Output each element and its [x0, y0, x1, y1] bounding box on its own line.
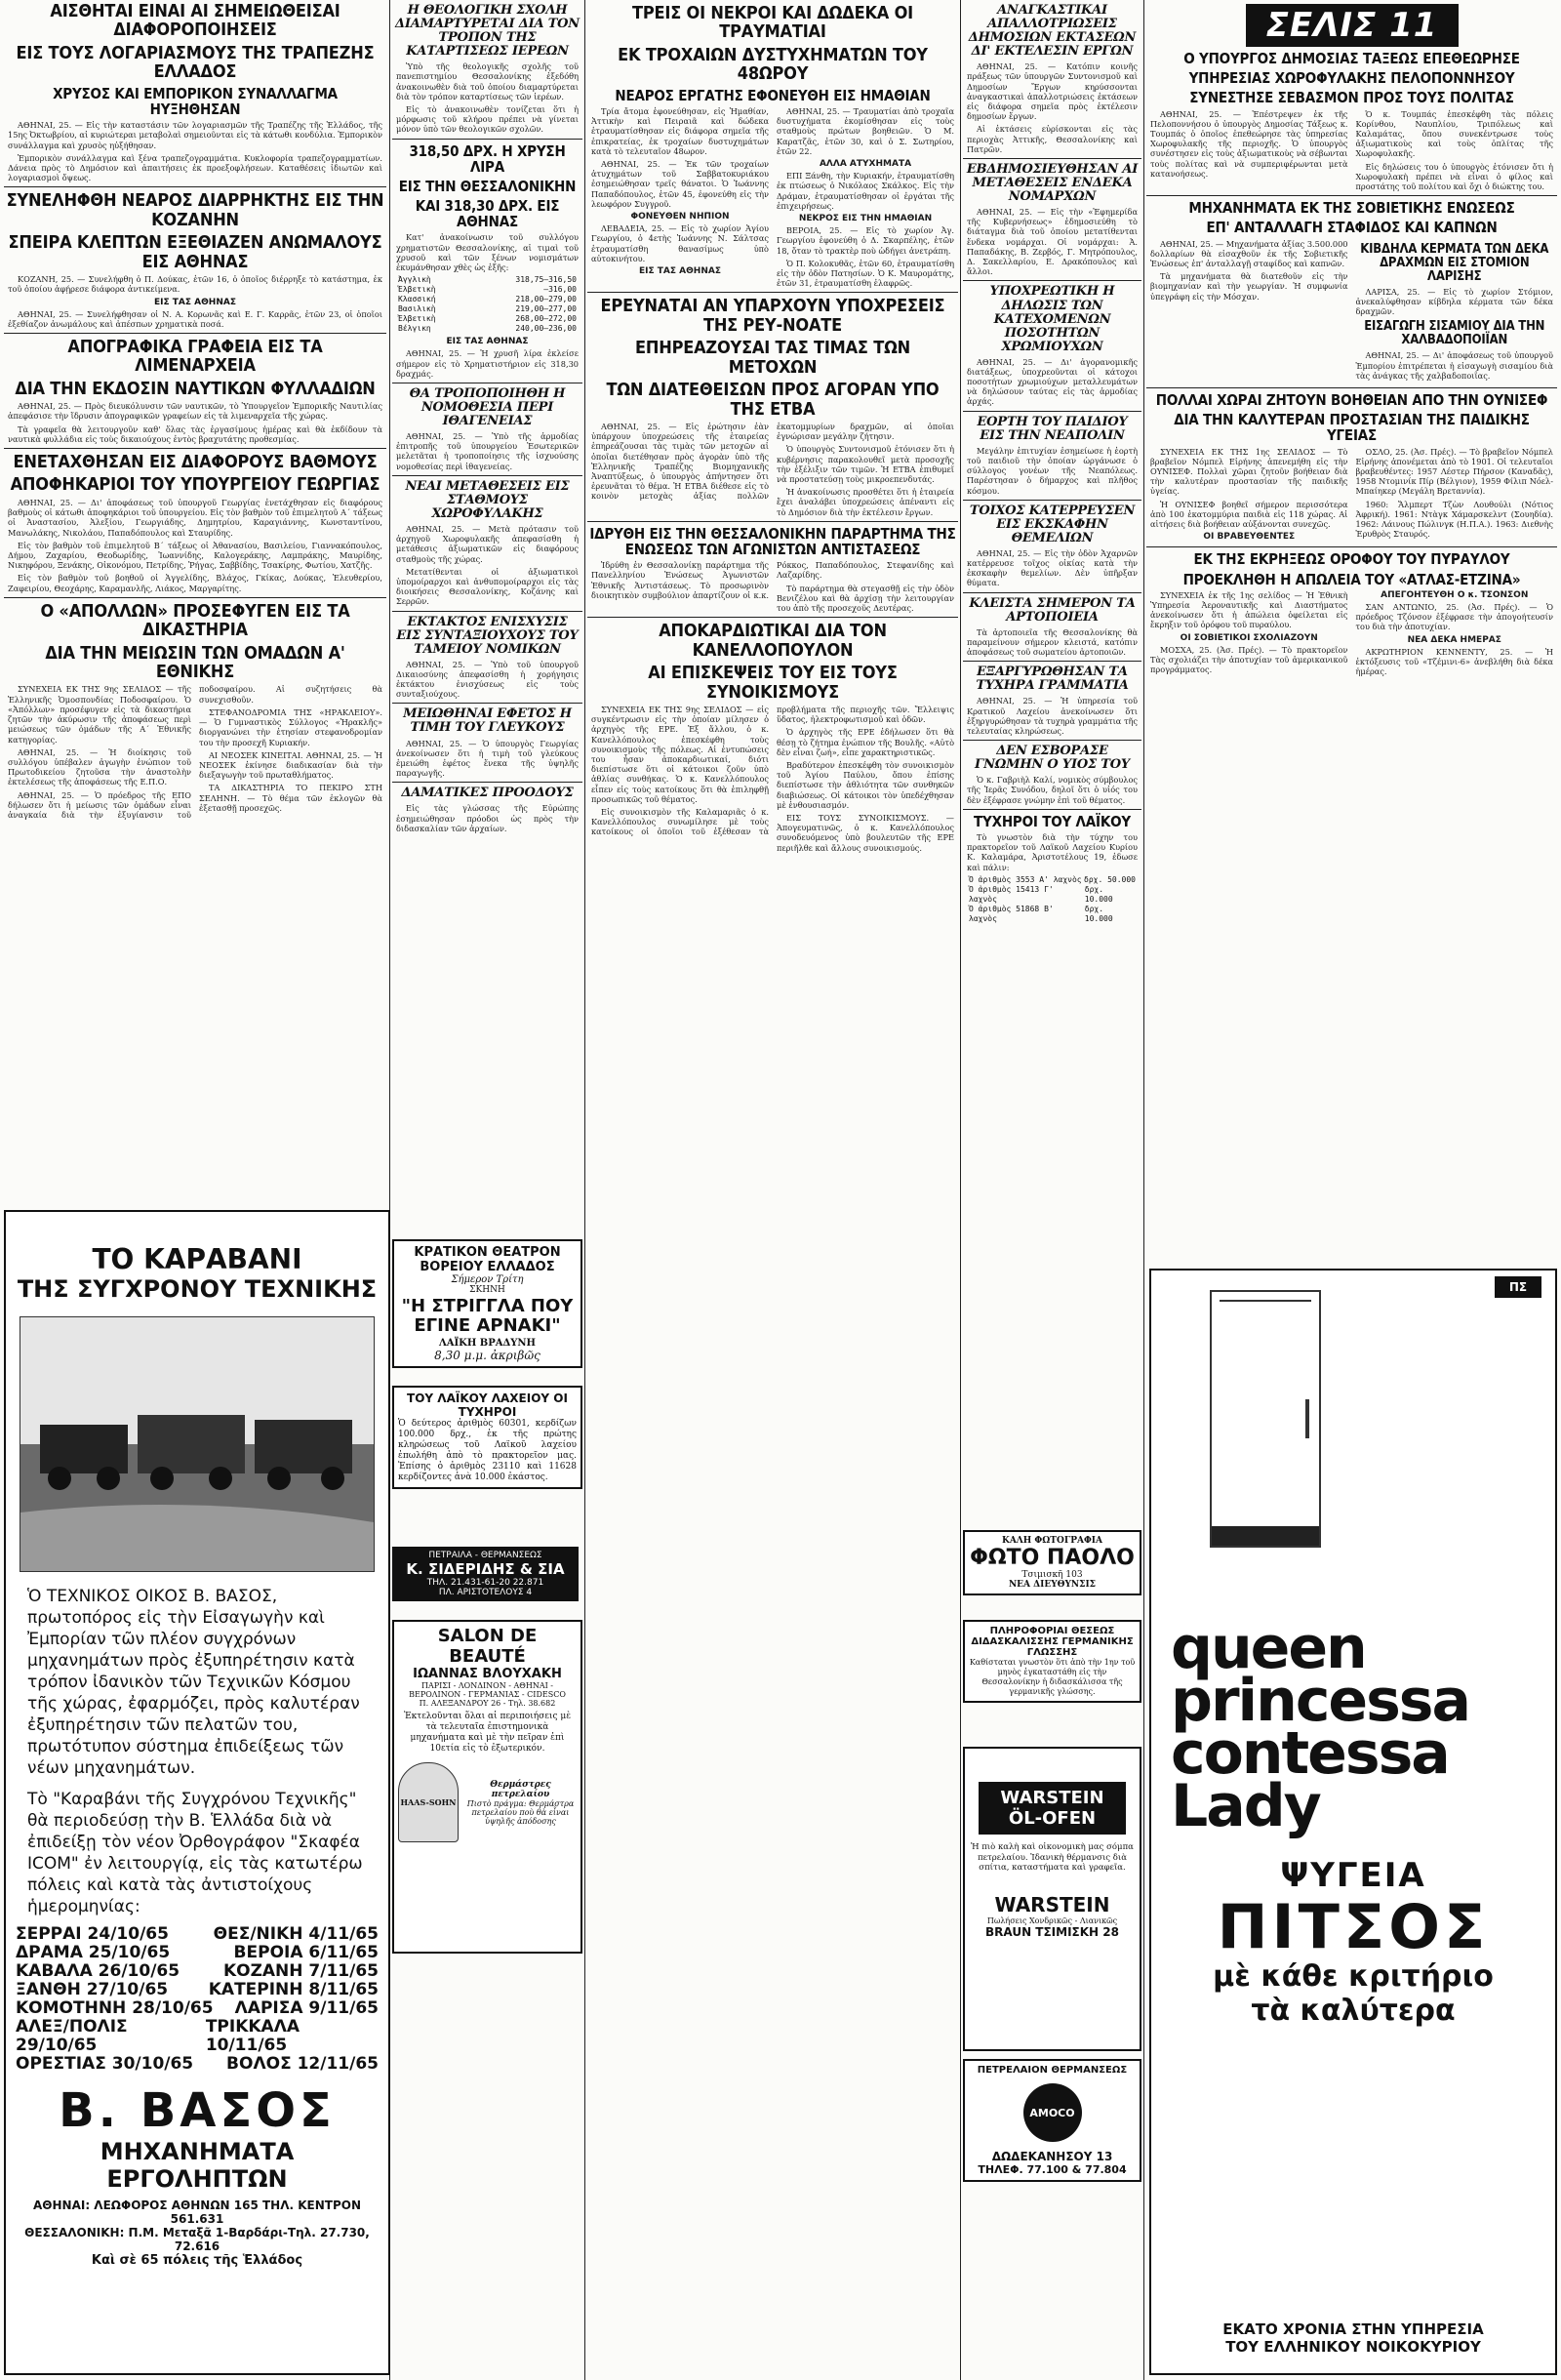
article-text: ΑΘΗΝΑΙ, 25. — Δι' ἀποφάσεως τοῦ ὑπουργοῦ Γεωργίας ἐνετάχθησαν εἰς διαφόρους βαθμοὺς οἱ κάτωθι ἀποφηκάριοι τοῦ ὑπουργείου. Εἰς τὸν βαθμὸν τοῦ ἐπιμελητοῦ Α΄ τάξεως οἱ Ἀναστασίου, Ἀλεξίου, Γεωργιάδης, Δημητρίου, Καραγιάννης, Κωνσταντίνου, Μανωλάκης, Νικολάου, Παπαδόπουλος καὶ Σταυρίδης. Εἰς τὸν βαθμὸν τοῦ ἐπιμελητοῦ Β΄ τάξεως οἱ Ἀθανασίου, Βασιλείου, Γιαννακόπουλος, Δήμου, Ζαχαρίου, Θεοδωρίδης, Ἰωαννίδης, Καλογεράκης, Λαμπράκης, Μαυρίδης, Νικηφόρου, Ξενάκης, Οἰκονόμου, Πετρίδης, Ῥήγας, Σαββίδης, Τσακίρης, Φωτίου, Χατζῆς. Εἰς τὸν βαθμὸν τοῦ βοηθοῦ οἱ Ἀγγελίδης, Βλάχος, Γκίκας, Δούκας, Ἐλευθερίου, Ζαφειρίου, Θεοχάρης, Καραμανλῆς, Λιάκος, Μαργαρίτης.	[8, 497, 382, 593]
schedule-row-cell: ΒΕΡΟΙΑ 6/11/65	[233, 1943, 379, 1962]
ad-address: BRAUN ΤΣΙΜΙΣΚΗ 28	[985, 1924, 1119, 1939]
lottery-row-cell: δρχ. 50.000	[1084, 874, 1136, 884]
section-subhead: ΑΛΛΑ ΑΤΥΧΗΜΑΤΑ	[819, 158, 912, 169]
rate-row	[398, 275, 577, 285]
ad-footer-line: ΤΟΥ ΕΛΛΗΝΙΚΟΥ ΝΟΙΚΟΚΥΡΙΟΥ	[1225, 2338, 1481, 2356]
ad-date: Σήμερον Τρίτη	[451, 1274, 524, 1285]
headline: Ο ΥΠΟΥΡΓΟΣ ΔΗΜΟΣΙΑΣ ΤΑΞΕΩΣ ΕΠΕΘΕΩΡΗΣΕ	[1183, 50, 1520, 67]
ad-photo-paolo	[963, 1530, 1141, 1595]
headline: ΑΝΑΓΚΑΣΤΙΚΑΙ ΑΠΑΛΛΟΤΡΙΩΣΕΙΣ ΔΗΜΟΣΙΩΝ ΕΚΤΑΣΕΩΝ ΔΙ' ΕΚΤΕΛΕΣΙΝ ΕΡΓΩΝ	[968, 3, 1137, 60]
article-text: ΣΥΝΕΧΕΙΑ ΕΚ ΤΗΣ 9ης ΣΕΛΙΔΟΣ — εἰς συγκέντρωσιν εἰς τὴν ὁποίαν μίλησεν ὁ ἀρχηγὸς τῆς ΕΡΕ. Ἐξ ἄλλου, ὁ κ. Κανελλόπουλος ἐπεσκέφθη τοὺς συνοικισμοὺς τῆς πόλεως. Αἱ ἐντυπώσεις του ἦσαν ἀποκαρδιωτικαί, διότι διεπίστωσε ὅτι οἱ κάτοικοι ζοῦν ὑπὸ ἀθλίας συνθήκας. Ὁ κ. Κανελλόπουλος εἶπεν εἰς τοὺς κατοίκους ὅτι θὰ ἐπιληφθῇ προσωπικῶς τοῦ θέματος. Εἰς συνοικισμὸν τῆς Καλαμαριᾶς ὁ κ. Κανελλόπουλος συνωμίλησε μὲ τοὺς κατοίκους οἱ ὁποῖοι τοῦ ἐξέθεσαν τὰ προβλήματα τῆς περιοχῆς τῶν. Ἔλλειψις ὕδατος, ἠλεκτροφωτισμοῦ καὶ ὁδῶν. Ὁ ἀρχηγὸς τῆς ΕΡΕ ἐδήλωσεν ὅτι θὰ θέσῃ τὸ ζήτημα ἐνώπιον τῆς Βουλῆς. «Αὐτὸ δὲν εἶναι ζωή», εἶπε χαρακτηριστικῶς. Βραδύτερον ἐπεσκέφθη τὸν συνοικισμὸν τοῦ Ἁγίου Παύλου, ὅπου ἐπίσης διεπίστωσε τὴν ἀθλιότητα τῶν συνθηκῶν διαβιώσεως. Οἱ κάτοικοι τὸν ὑπεδέχθησαν μὲ ἐνθουσιασμόν. ΕΙΣ ΤΟΥΣ ΣΥΝΟΙΚΙΣΜΟΥΣ. — Ἀπογευματινῶς, ὁ κ. Κανελλόπουλος συνοδευόμενος ὑπὸ βουλευτῶν τῆς ΕΡΕ περιῆλθε καὶ ἄλλους συνοικισμούς.	[591, 704, 954, 853]
page-masthead: ΣΕΛΙΣ 11	[1246, 4, 1459, 47]
amoco-logo: AMOCO	[1023, 2083, 1082, 2142]
rate-row	[398, 314, 577, 324]
ad-brand-sub: ΜΗΧΑΝΗΜΑΤΑ ΕΡΓΟΛΗΠΤΩΝ	[100, 2138, 295, 2193]
headline: ΕΝΕΤΑΧΘΗΣΑΝ ΕΙΣ ΔΙΑΦΟΡΟΥΣ ΒΑΘΜΟΥΣ	[13, 452, 378, 473]
ad-label: Θερμάστρες πετρελαίου	[490, 1779, 551, 1799]
rate-row	[398, 324, 577, 334]
headline: ΑΙΣΘΗΤΑΙ ΕΙΝΑΙ ΑΙ ΣΗΜΕΙΩΘΕΙΣΑΙ ΔΙΑΦΟΡΟΠΟΙΗΣΕΙΣ	[50, 1, 340, 41]
schedule-row-cell: ΑΛΕΞ/ΠΟΛΙΣ 29/10/65	[16, 2017, 128, 2055]
headline: ΥΠΟΧΡΕΩΤΙΚΗ Η ΔΗΛΩΣΙΣ ΤΩΝ ΚΑΤΕΧΟΜΕΝΩΝ ΠΟΣΟΤΗΤΩΝ ΧΡΩΜΙΟΥΧΩΝ	[989, 284, 1115, 354]
ad-title: ΤΟ ΚΑΡΑΒΑΝΙ	[92, 1243, 302, 1275]
rate-row	[398, 304, 577, 314]
headline: ΕΚΤΑΚΤΟΣ ΕΝΙΣΧΥΣΙΣ ΕΙΣ ΣΥΝΤΑΞΙΟΥΧΟΥΣ ΤΟΥ ΤΑΜΕΙΟΥ ΝΟΜΙΚΩΝ	[396, 614, 579, 657]
ad-product: ΨΥΓΕΙΑ	[1280, 1856, 1426, 1895]
article-text: ΑΘΗΝΑΙ, 25. — Ὁ ὑπουργὸς Γεωργίας ἀνεκοίνωσεν ὅτι ἡ τιμὴ τοῦ γλεύκους ἐμειώθη ἐφέτος ἕνεκα τῆς ὑψηλῆς παραγωγῆς.	[396, 738, 579, 779]
ad-line: ΚΑΛΗ ΦΩΤΟΓΡΑΦΙΑ	[1002, 1536, 1102, 1546]
ad-address: Π. ΑΛΕΞΑΝΔΡΟΥ 26 - Τηλ. 38.682	[419, 1699, 556, 1708]
headline: ΔΙΑ ΤΗΝ ΜΕΙΩΣΙΝ ΤΩΝ ΟΜΑΔΩΝ Α' ΕΘΝΙΚΗΣ	[45, 642, 345, 683]
headline: ΕΙΣΑΓΩΓΗ ΣΙΣΑΜΙΟΥ ΔΙΑ ΤΗΝ ΧΑΛΒΑΔΟΠΟΙΪΑΝ	[1364, 319, 1545, 348]
schedule-row-cell: ΘΕΣ/ΝΙΚΗ 4/11/65	[213, 1924, 379, 1944]
ad-brand: ΠΙΤΣΟΣ	[1217, 1891, 1490, 1962]
ad-title: ΤΗΣ ΣΥΓΧΡΟΝΟΥ ΤΕΧΝΙΚΗΣ	[17, 1275, 378, 1303]
article-text: Τὰ ἀρτοποιεῖα τῆς Θεσσαλονίκης θὰ παραμείνουν σήμερον κλειστά, κατόπιν ἀποφάσεως τοῦ σωματείου ἀρτοποιῶν.	[967, 626, 1138, 658]
rate-row	[398, 285, 577, 295]
ad-model-names	[1171, 1614, 1469, 1840]
headline: ΔΙΑ ΤΗΝ ΚΑΛΥΤΕΡΑΝ ΠΡΟΣΤΑΣΙΑΝ ΤΗΣ ΠΑΙΔΙΚΗΣ ΥΓΕΙΑΣ	[1174, 411, 1530, 445]
schedule-row-cell: ΔΡΑΜΑ 25/10/65	[16, 1943, 171, 1962]
article-text: ΑΘΗΝΑΙ, 25. — Ὑπὸ τοῦ ὑπουργοῦ Δικαιοσύνης ἀπεφασίσθη ἡ χορήγησις ἐκτάκτου ἐνισχύσεως εἰς τοὺς συνταξιούχους.	[396, 659, 579, 700]
rate-row-cell: Ἐλβετικὴ	[398, 314, 436, 324]
article-text: ΑΘΗΝΑΙ, 25. — Δι' ἀποφάσεως τοῦ ὑπουργοῦ Ἐμπορίου ἐπιτρέπεται ἡ εἰσαγωγὴ σισαμίου διὰ τὰς ἀνάγκας τῆς χαλβαδοποιΐας.	[1355, 350, 1553, 381]
column-rule	[960, 0, 961, 2380]
lottery-row-cell: δρχ. 10.000	[1084, 884, 1113, 904]
rate-row-cell: 268,00—272,00	[515, 314, 577, 324]
headline: ΠΡΟΕΚΛΗΘΗ Η ΑΠΩΛΕΙΑ ΤΟΥ «ΑΤΛΑΣ-ΕΤΖΙΝΑ»	[1182, 570, 1521, 588]
article-text: ΣΥΝΕΧΕΙΑ ἐκ τῆς 1ης σελίδος — Ἡ Ἐθνικὴ Ὑπηρεσία Ἀεροναυτικῆς καὶ Διαστήματος ἀνεκοίνωσεν ὅτι ἡ ἀπώλεια ὀφείλεται εἰς ἔκρηξιν τοῦ ὀρόφου τοῦ πυραύλου. ΟΙ ΣΟΒΙΕΤΙΚΟΙ ΣΧΟΛΙΑΖΟΥΝ ΜΟΣΧΑ, 25. (Ἀσ. Πρές). — Τὸ πρακτορεῖον Τὰς σχολιάζει τὴν ἀποτυχίαν τοῦ ἀμερικανικοῦ προγράμματος. ΑΠΕΓΟΗΤΕΥΘΗ Ο κ. ΤΣΟΝΣΟΝ ΣΑΝ ΑΝΤΩΝΙΟ, 25. (Ἀσ. Πρές). — Ὁ πρόεδρος Τζόνσον ἐξέφρασε τὴν ἀπογοήτευσίν του διὰ τὴν ἀποτυχίαν. ΝΕΑ ΔΕΚΑ ΗΜΕΡΑΣ ΑΚΡΩΤΗΡΙΟΝ ΚΕΝΝΕΝΤΥ, 25. — Ἡ ἐκτόξευσις τοῦ «Τζέμινι-6» ἀνεβλήθη διὰ δέκα ἡμέρας.	[1150, 589, 1553, 677]
rate-row-cell: Βασιλικὴ	[398, 304, 436, 314]
schedule-row-cell: ΚΟΖΑΝΗ 7/11/65	[222, 1961, 379, 1981]
headline: ΚΛΕΙΣΤΑ ΣΗΜΕΡΟΝ ΤΑ ΑΡΤΟΠΟΙΕΙΑ	[969, 595, 1136, 625]
headline: ΘΑ ΤΡΟΠΟΠΟΙΗΘΗ Η ΝΟΜΟΘΕΣΙΑ ΠΕΡΙ ΙΘΑΓΕΝΕΙΑΣ	[409, 385, 566, 428]
article-text: ΑΘΗΝΑΙ, 25. — Κατόπιν κοινῆς πράξεως τῶν ὑπουργῶν Συντονισμοῦ καὶ Δημοσίων Ἔργων κηρύσσονται ἀναγκαστικαὶ ἀπαλλοτριώσεις ἐκτάσεων εἰς διάφορα σημεῖα πρὸς ἐκτέλεσιν δημοσίων ἔργων. Αἱ ἐκτάσεις εὑρίσκονται εἰς τὰς περιοχὰς Ἀττικῆς, Θεσσαλονίκης καὶ Πατρῶν.	[967, 61, 1138, 154]
headline: ΜΗΧΑΝΗΜΑΤΑ ΕΚ ΤΗΣ ΣΟΒΙΕΤΙΚΗΣ ΕΝΩΣΕΩΣ	[1188, 199, 1515, 218]
headline: ΑΠΟΚΑΡΔΙΩΤΙΚΑΙ ΔΙΑ ΤΟΝ ΚΑΝΕΛΛΟΠΟΥΛΟΝ	[659, 621, 887, 661]
headline: ΤΩΝ ΔΙΑΤΕΘΕΙΣΩΝ ΠΡΟΣ ΑΓΟΡΑΝ ΥΠΟ ΤΗΣ ΕΤΒΑ	[606, 380, 940, 420]
article-text: Ὁ κ. Γαβριὴλ Καλί, νομικὸς σύμβουλος τῆς Ἱερᾶς Συνόδου, δηλοῖ ὅτι ὁ υἱός του δὲν ἐξέφρασε γνώμην ἐπὶ τοῦ θέματος.	[967, 775, 1138, 805]
ad-stage: ΣΚΗΝΗ	[469, 1285, 505, 1295]
rate-row-cell: 219,00—277,00	[515, 304, 577, 314]
article-text: ΑΘΗΝΑΙ, 25. — Μηχανήματα ἀξίας 3.500.000 δολλαρίων θὰ εἰσαχθοῦν ἐκ τῆς Σοβιετικῆς Ἑνώσεως ἐπ' ἀνταλλαγῇ σταφίδος καὶ καπνῶν. Τὰ μηχανήματα θὰ διατεθοῦν εἰς τὴν βιομηχανίαν καὶ τὴν γεωργίαν. Ἡ συμφωνία ὑπεγράφη εἰς τὴν Μόσχαν.	[1150, 238, 1348, 302]
schedule-row-cell: ΚΟΜΟΤΗΝΗ 28/10/65	[16, 1998, 214, 2018]
article-text: ΣΥΝΕΧΕΙΑ ΕΚ ΤΗΣ 9ης ΣΕΛΙΔΟΣ — τῆς Ἑλληνικῆς Ὁμοσπονδίας Ποδοσφαίρου. Ὁ «Ἀπόλλων» προσέφυγεν εἰς τὰ δικαστήρια ζητῶν τὴν ἀκύρωσιν τῆς ἀποφάσεως περὶ μειώσεως τῶν ὁμάδων τῆς Α΄ Ἐθνικῆς κατηγορίας. ΑΘΗΝΑΙ, 25. — Ἡ διοίκησις τοῦ συλλόγου ὑπέβαλεν ἀγωγὴν ἐνώπιον τοῦ Πρωτοδικείου ζητοῦσα τὴν ἀναστολὴν ἐκτελέσεως τῆς ἀποφάσεως τῆς Ε.Π.Ο. ΑΘΗΝΑΙ, 25. — Ὁ πρόεδρος τῆς ΕΠΟ δήλωσεν ὅτι ἡ μείωσις τῶν ὁμάδων εἶναι ἀναγκαία διὰ τὴν ἐξυγίανσιν τοῦ ποδοσφαίρου. Αἱ συζητήσεις θὰ συνεχισθοῦν. ΣΤΕΦΑΝΟΔΡΟΜΙΑ ΤΗΣ «ΗΡΑΚΛΕΙΟΥ». — Ὁ Γυμναστικὸς Σύλλογος «Ἡρακλῆς» διοργανώνει τὴν ἐτησίαν στεφανοδρομίαν του τὴν προσεχῆ Κυριακήν. ΑΙ ΝΕΟΣΕΚ ΚΙΝΕΙΤΑΙ. ΑΘΗΝΑΙ, 25. — Ἡ ΝΕΟΣΕΚ ἐκίνησε διαδικασίαν διὰ τὴν διεξαγωγὴν τοῦ πρωταθλήματος. ΤΑ ΔΙΚΑΣΤΗΡΙΑ ΤΟ ΠΕΚΙΡΟ ΣΤΗ ΣΕΛΗΝΗ. — Τὸ θέμα τῶν ἐκλογῶν θὰ ἐξετασθῇ προσεχῶς.	[8, 684, 382, 820]
ad-body: Ἐκτελοῦνται ὅλαι αἱ περιποιήσεις μὲ τὰ τελευταῖα ἐπιστημονικὰ μηχανήματα καὶ μὲ τὴν πεῖραν ἐπὶ 10ετία εἰς τὸ ἐξωτερικόν.	[403, 1712, 572, 1754]
ad-note: ΝΕΑ ΔΙΕΥΘΥΝΣΙΣ	[1008, 1580, 1097, 1590]
fridge-illustration	[1210, 1290, 1321, 1548]
article-text: Μεγάλην ἐπιτυχίαν ἐσημείωσε ἡ ἑορτὴ τοῦ παιδιοῦ τὴν ὁποίαν ὠργάνωσε ὁ σύλλογος γονέων τῆς Νεαπόλεως. Παρέστησαν ὁ δήμαρχος καὶ πλῆθος κόσμου.	[967, 445, 1138, 496]
article-text: Κατ' ἀνακοίνωσιν τοῦ συλλόγου χρηματιστῶν Θεσσαλονίκης, αἱ τιμαὶ τοῦ χρυσοῦ καὶ τῶν ξένων νομισμάτων ἐκυμάνθησαν χθὲς ὡς ἑξῆς:	[396, 232, 579, 273]
schedule-row	[16, 1944, 379, 1962]
headline: ΕΠΗΡΕΑΖΟΥΣΑΙ ΤΑΣ ΤΙΜΑΣ ΤΩΝ ΜΕΤΟΧΩΝ	[635, 338, 910, 378]
haas-logo: HAAS-SOHN	[398, 1762, 459, 1842]
ad-brand: Β. ΒΑΣΟΣ	[59, 2083, 336, 2138]
article-text: ΑΘΗΝΑΙ, 25. — Εἰς τὴν καταστάσιν τῶν λογαριασμῶν τῆς Τραπέζης τῆς Ἑλλάδος, τῆς 15ης Ὀκτωβρίου, αἱ κυριώτεραι μεταβολαὶ σημειοῦνται εἰς τὰ κάτωθι κονδύλια. Ἐμπορικὸν συνάλλαγμα καὶ χρυσὸς ηὐξήθησαν. Ἐμπορικὸν συνάλλαγμα καὶ ξένα τραπεζογραμμάτια. Κυκλοφορία τραπεζογραμματίων. Δάνεια πρὸς τὸ Δημόσιον καὶ ἀπαιτήσεις ἐκ προεξοφλήσεων. Καταθέσεις ἰδιωτῶν καὶ λογαριασμοὶ ὄψεως.	[8, 120, 382, 183]
article-text: ΑΘΗΝΑΙ, 25. — Συνελήφθησαν οἱ Ν. Α. Κορωνᾶς καὶ Ε. Γ. Καρρᾶς, ἐτῶν 23, οἱ ὁποῖοι ἐξεθίαζον ἀνωμάλους καὶ ἀπέσπων χρηματικὰ ποσά.	[8, 308, 382, 329]
ad-line: ΠΕΤΡΕΛΑΙΟΝ ΘΕΡΜΑΝΣΕΩΣ	[977, 2065, 1128, 2076]
schedule-row-cell: ΣΕΡΡΑΙ 24/10/65	[16, 1924, 169, 1944]
headline: ΣΠΕΙΡΑ ΚΛΕΠΤΩΝ ΕΞΕΘΙΑΖΕΝ ΑΝΩΜΑΛΟΥΣ ΕΙΣ ΑΘΗΝΑΣ	[8, 232, 382, 272]
headline: ΔΕΝ ΕΣΒΟΡΑΣΕ ΓΝΩΜΗΝ Ο ΥΙΟΣ ΤΟΥ	[975, 744, 1130, 773]
headline: ΤΡΕΙΣ ΟΙ ΝΕΚΡΟΙ ΚΑΙ ΔΩΔΕΚΑ ΟΙ ΤΡΑΥΜΑΤΙΑΙ	[632, 3, 913, 43]
ad-title: SALON DE BEAUTÉ	[437, 1626, 538, 1667]
ad-slogan: μὲ κάθε κριτήριο	[1213, 1959, 1494, 1994]
ad-title: ΚΡΑΤΙΚΟΝ ΘΕΑΤΡΟΝ ΒΟΡΕΙΟΥ ΕΛΛΑΔΟΣ	[414, 1245, 561, 1274]
headline: ΕΟΡΤΗ ΤΟΥ ΠΑΙΔΙΟΥ ΕΙΣ ΤΗΝ ΝΕΑΠΟΛΙΝ	[977, 414, 1128, 443]
headline: ΕΙΣ ΤΗΝ ΘΕΣΣΑΛΟΝΙΚΗΝ	[398, 177, 577, 195]
section-subhead: ΕΙΣ ΤΑΣ ΑΘΗΝΑΣ	[639, 265, 721, 276]
column-2	[392, 0, 582, 2380]
ad-address: Τσιμισκῆ 103	[1021, 1570, 1083, 1580]
article-text: ΑΘΗΝΑΙ, 25. — Εἰς τὴν «Ἐφημερίδα τῆς Κυβερνήσεως» ἐδημοσιεύθη τὸ διάταγμα διὰ τοῦ ὁποίου μετατίθενται ἕνδεκα νομάρχαι. Οἱ νομάρχαι: Ἀ. Παπαδάκης, Β. Ζερβός, Γ. Μητρόπουλος, Δ. Σακελλαρίου, Ε. Δρακόπουλος καὶ ἄλλοι.	[967, 207, 1138, 277]
ad-body: Ὁ ΤΕΧΝΙΚΟΣ ΟΙΚΟΣ Β. ΒΑΣΟΣ, πρωτοπόρος εἰς τὴν Εἰσαγωγὴν καὶ Ἐμπορίαν τῶν πλέον συγχρόνων μηχανημάτων πρὸς ἐξυπηρέτησιν κατὰ τρόπον ἰδανικὸν τῶν Τεχνικῶν Κόσμου τῆς χώρας, ἐφαρμόζει, πρὸς καλυτέραν ἐξυπηρέτησιν τῶν πελατῶν του, πρωτότυπον σύστημα ἐπιδείξεως τῶν νέων μηχανημάτων.	[27, 1587, 360, 1778]
schedule-row	[16, 1962, 379, 1981]
ad-body: Τὸ "Καραβάνι τῆς Συγχρόνου Τεχνικῆς" θὰ περιοδεύσῃ τὴν Β. Ἑλλάδα διὰ νὰ ἐπιδείξῃ τὸν νέον Ὀρθογράφον "Σκαφέα ICOM" ἐν λειτουργίᾳ, εἰς τὰς κατωτέρω πόλεις καὶ κατὰ τὰς ἀντιστοίχους ἡμερομηνίας:	[27, 1790, 363, 1916]
subheadline: ΧΡΥΣΟΣ ΚΑΙ ΕΜΠΟΡΙΚΟΝ ΣΥΝΑΛΛΑΓΜΑ ΗΥΞΗΘΗΣΑΝ	[53, 84, 338, 118]
article-text: Ὑπὸ τῆς θεολογικῆς σχολῆς τοῦ πανεπιστημίου Θεσσαλονίκης ἐξεδόθη ἀνακοινωθὲν διὰ τοῦ ὁποίου διαμαρτύρεται διὰ τὸν τρόπον καταρτίσεως τῶν ἱερέων. Εἰς τὸ ἀνακοινωθὲν τονίζεται ὅτι ἡ μόρφωσις τοῦ κλήρου πρέπει νὰ γίνεται μόνον ὑπὸ τῶν θεολογικῶν σχολῶν.	[396, 61, 579, 135]
article-text: ΑΘΗΝΑΙ, 25. — Δι' ἀγορανομικῆς διατάξεως, ὑποχρεοῦνται οἱ κάτοχοι ποσοτήτων χρωμιούχων μεταλλευμάτων νὰ δηλώσουν ταύτας εἰς τὰς ἁρμοδίας ἀρχάς.	[967, 356, 1138, 407]
ad-lottery	[392, 1386, 582, 1489]
ad-slogan: τὰ καλύτερα	[1251, 1994, 1456, 2028]
section-subhead: ΑΠΕΓΟΗΤΕΥΘΗ Ο κ. ΤΣΟΝΣΟΝ	[1381, 589, 1529, 600]
schedule-row	[16, 1981, 379, 1999]
rate-row-cell: 318,75—316,50	[515, 275, 577, 285]
headline: ΣΥΝΕΛΗΦΘΗ ΝΕΑΡΟΣ ΔΙΑΡΡΗΚΤΗΣ ΕΙΣ ΤΗΝ ΚΟΖΑΝΗΝ	[6, 190, 384, 230]
ad-title: ΠΛΗΡΟΦΟΡΙΑΙ ΘΕΣΕΩΣ ΔΙΔΑΣΚΑΛΙΣΣΗΣ ΓΕΡΜΑΝΙΚΗΣ ΓΛΩΣΣΗΣ	[971, 1626, 1134, 1658]
article-text: ΑΘΗΝΑΙ, 25. — Μετὰ πρότασιν τοῦ ἀρχηγοῦ Χωροφυλακῆς ἀπεφασίσθη ἡ μετάθεσις ἀξιωματικῶν εἰς διαφόρους σταθμοὺς τῆς χώρας. Μετατίθενται οἱ ἀξιωματικοὶ ὑπομοίραρχοι καὶ ἀνθυπομοίραρχοι εἰς τὰς διοικήσεις Θεσσαλονίκης, Κοζάνης καὶ Σερρῶν.	[396, 523, 579, 607]
model-name: contessa	[1171, 1719, 1449, 1788]
ad-title: ΤΟΥ ΛΑΪΚΟΥ ΛΑΧΕΙΟΥ ΟΙ ΤΥΧΗΡΟΙ	[407, 1392, 568, 1419]
rate-row-cell: Βέλγικη	[398, 324, 431, 334]
ad-body: Πιστὸ πράγμα: Θερμάστρα πετρελαίου ποὺ θὰ εἶναι ὑψηλῆς ἀπόδοσης	[466, 1798, 575, 1826]
column-rule	[584, 0, 585, 2380]
ad-amoco	[963, 2059, 1141, 2182]
headline: ΚΑΙ 318,30 ΔΡΧ. ΕΙΣ ΑΘΗΝΑΣ	[415, 197, 560, 231]
article-text: ΛΑΡΙΣΑ, 25. — Εἰς τὸ χωρίον Στόμιον, ἀνεκαλύφθησαν κίβδηλα κέρματα τῶν δέκα δραχμῶν.	[1355, 286, 1553, 317]
schedule-row-cell: ΤΡΙΚΚΑΛΑ 10/11/65	[205, 2017, 300, 2055]
schedule-row-cell: ΛΑΡΙΣΑ 9/11/65	[234, 1998, 379, 2018]
headline: ΕΡΕΥΝΑΤΑΙ ΑΝ ΥΠΑΡΧΟΥΝ ΥΠΟΧΡΕΣΕΙΣ ΤΗΣ ΡΕΥ-ΝΟΑΤΕ	[600, 296, 945, 336]
headline: ΙΔΡΥΘΗ ΕΙΣ ΤΗΝ ΘΕΣΣΑΛΟΝΙΚΗΝ ΠΑΡΑΡΤΗΜΑ ΤΗΣ ΕΝΩΣΕΩΣ ΤΩΝ ΑΓΩΝΙΣΤΩΝ ΑΝΤΙΣΤΑΣΕΩΣ	[589, 524, 956, 559]
ad-line: ΤΗΛ. 21.431-61-20 22.871	[426, 1578, 544, 1588]
ad-play-title: "Η ΣΤΡΙΓΓΛΑ ΠΟΥ ΕΓΙΝΕ ΑΡΝΑΚΙ"	[401, 1296, 574, 1336]
model-name: princessa	[1171, 1667, 1469, 1735]
ad-theater	[392, 1239, 582, 1368]
schedule-row-cell: ΟΡΕΣΤΙΑΣ 30/10/65	[16, 2054, 194, 2074]
ad-phone: ΤΗΛΕΦ. 77.100 & 77.804	[978, 2163, 1127, 2176]
headline: 318,50 ΔΡΧ. Η ΧΡΥΣΗ ΛΙΡΑ	[409, 141, 566, 176]
headline: ΑΠΟΓΡΑΦΙΚΑ ΓΡΑΦΕΙΑ ΕΙΣ ΤΑ ΛΙΜΕΝΑΡΧΕΙΑ	[67, 336, 323, 377]
ad-brand: WARSTEIN	[1000, 1788, 1104, 1808]
lottery-row-cell: Ὁ ἀριθμὸς 51868 Β' λαχνὸς	[969, 904, 1054, 923]
rate-row	[398, 295, 577, 304]
headline: ΠΟΛΛΑΙ ΧΩΡΑΙ ΖΗΤΟΥΝ ΒΟΗΘΕΙΑΝ ΑΠΟ ΤΗΝ ΟΥΝΙΣΕΦ	[1155, 390, 1548, 409]
headline: ΕΞΑΡΓΥΡΩΘΗΣΑΝ ΤΑ ΤΥΧΗΡΑ ΓΡΑΜΜΑΤΙΑ	[976, 665, 1129, 694]
headline: ΤΥΧΗΡΟΙ ΤΟΥ ΛΑΪΚΟΥ	[974, 812, 1131, 830]
subheadline: ΝΕΑΡΟΣ ΕΡΓΑΤΗΣ ΕΦΟΝΕΥΘΗ ΕΙΣ ΗΜΑΘΙΑΝ	[615, 86, 931, 104]
article-text: Τρία ἄτομα ἐφονεύθησαν, εἰς Ἡμαθίαν, Ἀττικὴν καὶ Πειραιᾶ καὶ δώδεκα ἐτραυματίσθησαν εἰς διάφορα σημεῖα τῆς ἐπικρατείας, ἐκ τροχαίων δυστυχημάτων κατὰ τὸ τελευταῖον 48ωρον. ΑΘΗΝΑΙ, 25. — Ἐκ τῶν τροχαίων ἀτυχημάτων τοῦ Σαββατοκυριάκου ἐσημειώθησαν τρεῖς θάνατοι. Ὁ Ἰωάννης Παπαδόπουλος, ἐτῶν 45, ἐφονεύθη εἰς τὴν λεωφόρον Συγγροῦ. ΦΟΝΕΥΘΕΝ ΝΗΠΙΟΝ ΛΕΒΑΔΕΙΑ, 25. — Εἰς τὸ χωρίον Ἀγίου Γεωργίου, ὁ 4ετὴς Ἰωάννης Ν. Σάλτσας ἐτραυματίσθη θανασίμως ὑπὸ αὐτοκινήτου. ΕΙΣ ΤΑΣ ΑΘΗΝΑΣ ΑΘΗΝΑΙ, 25. — Τραυματίαι ἀπὸ τροχαῖα δυστυχήματα ἐκομίσθησαν εἰς τοὺς σταθμοὺς πρώτων βοηθειῶν. Ὁ Μ. Καρατζᾶς, ἐτῶν 30, καὶ ὁ Σ. Σωτηρίου, ἐτῶν 22. ΑΛΛΑ ΑΤΥΧΗΜΑΤΑ ΕΠΙ Ξάνθη, τὴν Κυριακήν, ἐτραυματίσθη ἐκ πτώσεως ὁ Νικόλαος Σκάλκος. Εἰς τὴν Δράμαν, ἐτραυματίσθησαν οἱ ἐργάται τῆς ἐπιχειρήσεως. ΝΕΚΡΟΣ ΕΙΣ ΤΗΝ ΗΜΑΘΙΑΝ ΒΕΡΟΙΑ, 25. — Εἰς τὸ χωρίον Ἀγ. Γεωργίου ἐφονεύθη ὁ Δ. Σκαρπέλης, ἐτῶν 18, ὅταν τὸ τρακτὲρ ποὺ ὡδήγει ἀνετράπη. Ὁ Π. Κολοκυθᾶς, ἐτῶν 60, ἐτραυματίσθη εἰς τὴν ὁδὸν Πατησίων. Ὁ Κ. Μαυρομάτης, ἐτῶν 31, ἐτραυματίσθη ἐλαφρῶς.	[591, 105, 954, 289]
model-name: Lady	[1171, 1772, 1320, 1840]
headline: ΕΠ' ΑΝΤΑΛΛΑΓΗ ΣΤΑΦΙΔΟΣ ΚΑΙ ΚΑΠΝΩΝ	[1206, 219, 1498, 237]
truck-convoy-illustration	[20, 1317, 374, 1571]
ad-body: Ὁ δεύτερος ἀριθμὸς 60301, κερδίζων 100.000 δρχ., ἐκ τῆς πρώτης κληρώσεως τοῦ Λαϊκοῦ λαχείου ἐπωλήθη ἀπὸ τὸ πρακτορεῖον μας. Ἐπίσης ὁ ἀριθμὸς 23110 καὶ 11628 κερδίζοντες ἀνὰ 10.000 ἐκάστος.	[398, 1419, 577, 1482]
headline: ΕΙΣ ΤΟΥΣ ΛΟΓΑΡΙΑΣΜΟΥΣ ΤΗΣ ΤΡΑΠΕΖΗΣ ΕΛΛΑΔΟΣ	[16, 42, 375, 83]
section-subhead: ΦΟΝΕΥΘΕΝ ΝΗΠΙΟΝ	[630, 211, 730, 222]
section-subhead: ΕΙΣ ΤΑΣ ΑΘΗΝΑΣ	[154, 297, 236, 307]
column-4	[963, 0, 1141, 2380]
ad-photo	[20, 1316, 375, 1572]
column-rule	[1143, 0, 1144, 2380]
gold-rates-table	[398, 275, 577, 334]
lottery-results	[969, 875, 1136, 924]
ad-salon	[392, 1620, 582, 1954]
headline: ΔΙΑ ΤΗΝ ΕΚΔΟΣΙΝ ΝΑΥΤΙΚΩΝ ΦΥΛΛΑΔΙΩΝ	[15, 378, 376, 399]
article-text: Τὸ γνωστὸν διὰ τὴν τύχην του πρακτορεῖον τοῦ Λαϊκοῦ Λαχείου Κυρίου Κ. Καλαμάρα, Ἀριστοτέλους 19, ἐδωσε καὶ πάλιν:	[967, 832, 1138, 872]
schedule-row	[16, 1925, 379, 1944]
article-text: ΑΘΗΝΑΙ, 25. — Ἡ ὑπηρεσία τοῦ Κρατικοῦ Λαχείου ἀνεκοίνωσεν ὅτι ἐξηργυρώθησαν τὰ τυχηρὰ γραμμάτια τῆς τελευταίας κληρώσεως.	[967, 696, 1138, 736]
schedule-row	[16, 2018, 379, 2055]
ad-schedule	[16, 1925, 379, 2074]
column-block	[1146, 239, 1352, 383]
article-text: Ἱδρύθη ἐν Θεσσαλονίκῃ παράρτημα τῆς Πανελληνίου Ἑνώσεως Ἀγωνιστῶν Ἐθνικῆς Ἀντιστάσεως. Τὸ προσωρινὸν διοικητικὸν συμβούλιον ἀπαρτίζουν οἱ κ.κ. Ρόκκος, Παπαδόπουλος, Στεφανίδης καὶ Λαζαρίδης. Τὸ παράρτημα θὰ στεγασθῇ εἰς τὴν ὁδὸν Βενιζέλου καὶ θὰ ἀρχίσῃ τὴν λειτουργίαν του ἀπὸ τῆς προσεχοῦς Δευτέρας.	[591, 560, 954, 614]
ad-brand: WARSTEIN	[994, 1892, 1110, 1916]
headline: ΔΑΜΑΤΙΚΕΣ ΠΡΟΟΔΟΥΣ	[401, 786, 574, 801]
ad-haas	[398, 1762, 577, 1842]
subheadline: ΣΥΝΕΣΤΗΣΕ ΣΕΒΑΣΜΟΝ ΠΡΟΣ ΤΟΥΣ ΠΟΛΙΤΑΣ	[1189, 89, 1514, 107]
article-text: ΑΘΗΝΑΙ, 25. — Εἰς ἐρώτησιν ἐὰν ὑπάρχουν ὑποχρεώσεις τῆς ἑταιρείας ἐπηρεάζουσαι τὰς τιμὰς τῶν μετοχῶν αἱ ὁποῖαι διετέθησαν πρὸς ἀγορὰν ὑπὸ τῆς Ἑλληνικῆς Τραπέζης Βιομηχανικῆς Ἀναπτύξεως, ὁ ὑπουργὸς ἀπήντησεν ὅτι ἐρευνᾶται τὸ θέμα. Ἡ ΕΤΒΑ διέθεσε εἰς τὸ κοινὸν μετοχὰς ἀξίας πολλῶν ἑκατομμυρίων δραχμῶν, αἱ ὁποῖαι ἐγνώρισαν μεγάλην ζήτησιν. Ὁ ὑπουργὸς Συντονισμοῦ ἐτόνισεν ὅτι ἡ κυβέρνησις παρακολουθεῖ μετὰ προσοχῆς τὴν ἐξέλιξιν τῶν τιμῶν. Ἡ ΕΤΒΑ ἐπιθυμεῖ νὰ προστατεύσῃ τοὺς μικροεπενδυτάς. Ἡ ἀνακοίνωσις προσθέτει ὅτι ἡ ἑταιρεία ἔχει ἀναλάβει ὑποχρεώσεις ἀπέναντι εἰς τὸ Δημόσιον διὰ τὴν ἐκτέλεσιν ἔργων.	[591, 422, 954, 517]
headline: ΑΙ ΕΠΙΣΚΕΨΕΙΣ ΤΟΥ ΕΙΣ ΤΟΥΣ ΣΥΝΟΙΚΙΣΜΟΥΣ	[648, 663, 898, 703]
schedule-row-cell: ΚΑΒΑΛΑ 26/10/65	[16, 1961, 180, 1981]
rate-row-cell: Ἑλβετικὴ	[398, 285, 436, 295]
ad-siderides	[392, 1547, 579, 1601]
warstein-logo	[979, 1782, 1126, 1835]
schedule-row	[16, 2055, 379, 2074]
ad-brand: Κ. ΣΙΔΕΡΙΔΗΣ & ΣΙΑ	[406, 1560, 565, 1578]
headline: ΕΚ ΤΡΟΧΑΙΩΝ ΔΥΣΤΥΧΗΜΑΤΩΝ ΤΟΥ 48ΩΡΟΥ	[618, 44, 928, 85]
ad-time: 8,30 μ.μ. ἀκριβῶς	[434, 1349, 540, 1362]
headline: ΕΒΔΗΜΟΣΙΕΥΘΗΣΑΝ ΑΙ ΜΕΤΑΘΕΣΕΙΣ ΕΝΔΕΚΑ ΝΟΜΑΡΧΩΝ	[966, 161, 1139, 205]
lottery-row-cell: Ὁ ἀριθμὸς 15413 Γ' λαχνὸς	[969, 884, 1054, 904]
headline: ΚΙΒΔΗΛΑ ΚΕΡΜΑΤΑ ΤΩΝ ΔΕΚΑ ΔΡΑΧΜΩΝ ΕΙΣ ΣΤΟΜΙΟΝ ΛΑΡΙΣΗΣ	[1360, 241, 1549, 284]
model-name: queen	[1171, 1614, 1366, 1682]
ad-warstein	[963, 1747, 1141, 2051]
schedule-row-cell: ΚΑΤΕΡΙΝΗ 8/11/65	[208, 1980, 379, 1999]
ad-address: ΑΘΗΝΑΙ: ΛΕΩΦΟΡΟΣ ΑΘΗΝΩΝ 165 ΤΗΛ. ΚΕΝΤΡΟΝ 561.631	[33, 2198, 361, 2226]
rate-row-cell: Κλασσική	[398, 295, 436, 304]
ad-teacher	[963, 1620, 1141, 1703]
headline: Η ΘΕΟΛΟΓΙΚΗ ΣΧΟΛΗ ΔΙΑΜΑΡΤΥΡΕΤΑΙ ΔΙΑ ΤΟΝ ΤΡΟΠΟΝ ΤΗΣ ΚΑΤΑΡΤΙΣΕΩΣ ΙΕΡΕΩΝ	[395, 3, 580, 60]
ad-subtitle: ΛΑΪΚΗ ΒΡΑΔΥΝΗ	[438, 1338, 537, 1349]
ad-address: Καὶ σὲ 65 πόλεις τῆς Ἑλλάδος	[91, 2253, 303, 2268]
column-3	[587, 0, 958, 2380]
lottery-row	[969, 885, 1136, 905]
headline: Ο «ΑΠΟΛΛΩΝ» ΠΡΟΣΕΦΥΓΕΝ ΕΙΣ ΤΑ ΔΙΚΑΣΤΗΡΙΑ	[40, 600, 350, 641]
lottery-row-cell: δρχ. 10.000	[1084, 904, 1113, 923]
ad-body: Ἡ πιὸ καλὴ καὶ οἰκονομικὴ μας σόμπα πετρελαίου. Ἰδανικὴ θέρμανσις διὰ σπίτια, καταστήματα καὶ γραφεῖα.	[971, 1842, 1134, 1873]
schedule-row	[16, 1999, 379, 2018]
ad-karavani	[4, 1210, 390, 2375]
headline: ΜΕΙΩΘΗΝΑΙ ΕΦΕΤΟΣ Η ΤΙΜΗ ΤΟΥ ΓΛΕΥΚΟΥΣ	[403, 706, 572, 736]
ad-line: ΠΛ. ΑΡΙΣΤΟΤΕΛΟΥΣ 4	[438, 1588, 533, 1597]
lottery-row-cell: Ὁ ἀριθμὸς 3553 Α' λαχνὸς	[969, 874, 1082, 884]
lottery-row	[969, 905, 1136, 924]
headline: ΥΠΗΡΕΣΙΑΣ ΧΩΡΟΦΥΛΑΚΗΣ ΠΕΛΟΠΟΝΝΗΣΟΥ	[1188, 69, 1515, 88]
headline: ΑΠΟΦΗΚΑΡΙΟΙ ΤΟΥ ΥΠΟΥΡΓΕΙΟΥ ΓΕΩΡΓΙΑΣ	[10, 474, 380, 496]
rate-row-cell: 218,00—279,00	[515, 295, 577, 304]
section-subhead: ΕΙΣ ΤΑΣ ΑΘΗΝΑΣ	[446, 337, 529, 347]
ad-line: Πωλήσεις Χονδρικῶς - Λιανικῶς	[986, 1916, 1118, 1925]
ad-pitsos	[1149, 1269, 1557, 2375]
pitsos-badge: ΠΣ	[1495, 1276, 1541, 1298]
ad-haas-copy	[464, 1780, 577, 1826]
ad-body: Καθίσταται γνωστὸν ὅτι ἀπὸ τὴν 1ην τοῦ μηνὸς ἐγκαταστάθη εἰς τὴν Θεσσαλονίκην ἡ διδασκάλισσα τῆς γερμανικῆς γλώσσης.	[969, 1658, 1136, 1696]
column-block	[1352, 239, 1558, 383]
section-subhead: ΟΙ ΒΡΑΒΕΥΘΕΝΤΕΣ	[1203, 532, 1296, 543]
section-subhead: ΟΙ ΣΟΒΙΕΤΙΚΟΙ ΣΧΟΛΙΑΖΟΥΝ	[1180, 632, 1318, 643]
article-text: ΑΘΗΝΑΙ, 25. — Ἡ χρυσῆ λίρα ἐκλείσε σήμερον εἰς τὸ Χρηματιστήριον εἰς 318,30 δραχμάς.	[396, 348, 579, 379]
ad-footer	[1151, 2320, 1555, 2356]
ad-brand: ÖL-OFEN	[1008, 1808, 1097, 1829]
ad-address: ΠΑΡΙΣΙ - ΛΟΝΔΙΝΟΝ - ΑΘΗΝΑΙ - ΒΕΡΟΛΙΝΟΝ - ΓΕΡΜΑΝΙΑΣ - CIDESCO	[409, 1681, 566, 1699]
section-subhead: ΝΕΑ ΔΕΚΑ ΗΜΕΡΑΣ	[1407, 634, 1501, 645]
schedule-row-cell: ΒΟΛΟΣ 12/11/65	[226, 2054, 379, 2074]
headline: ΕΚ ΤΗΣ ΕΚΡΗΞΕΩΣ ΟΡΟΦΟΥ ΤΟΥ ΠΥΡΑΥΛΟΥ	[1193, 550, 1510, 569]
article-text: ΚΟΖΑΝΗ, 25. — Συνελήφθη ὁ Π. Δούκας, ἐτῶν 16, ὁ ὁποῖος διέρρηξε τὸ κατάστημα, ἐκ τοῦ ὁποίου ἀφῄρεσε διάφορα ἀντικείμενα.	[8, 274, 382, 295]
article-text: Εἰς τὰς γλώσσας τῆς Εὐρώπης ἐσημειώθησαν πρόοδοι ὡς πρὸς τὴν διδασκαλίαν τῶν ἀρχαίων.	[396, 803, 579, 833]
ad-name: ΙΩΑΝΝΑΣ ΒΛΟΥΧΑΚΗ	[413, 1667, 562, 1681]
section-subhead: ΝΕΚΡΟΣ ΕΙΣ ΤΗΝ ΗΜΑΘΙΑΝ	[798, 213, 933, 223]
article-text: ΑΘΗΝΑΙ, 25. — Ἐπέστρεψεν ἐκ τῆς Πελοποννήσου ὁ ὑπουργὸς Δημοσίας Τάξεως κ. Τουμπάς ὁ ὁποῖος ἐπεθεώρησε τὰς ὑπηρεσίας Χωροφυλακῆς τῆς περιοχῆς. Ὁ ὑπουργὸς συνέστησεν εἰς τοὺς ἀξιωματικοὺς νὰ σέβωνται τοὺς πολίτας καὶ νὰ συμπεριφέρωνται μετὰ κατανοήσεως. Ὁ κ. Τουμπάς ἐπεσκέφθη τὰς πόλεις Κορίνθου, Ναυπλίου, Τριπόλεως καὶ Καλαμάτας, ὅπου συνεκέντρωσε τοὺς ἀξιωματικοὺς καὶ τοὺς ὁπλίτας τῆς Χωροφυλακῆς. Εἰς δηλώσεις του ὁ ὑπουργὸς ἐτόνισεν ὅτι ἡ Χωροφυλακὴ πρέπει νὰ εἶναι ὁ φίλος καὶ προστάτης τοῦ πολίτου καὶ ὄχι ὁ διώκτης του.	[1150, 108, 1553, 191]
ad-address: ΘΕΣΣΑΛΟΝΙΚΗ: Π.Μ. Μεταξᾶ 1-Βαρδάρι-Τηλ. 27.730, 72.616	[24, 2226, 370, 2253]
two-column-block	[1146, 239, 1557, 383]
schedule-row-cell: ΞΑΝΘΗ 27/10/65	[16, 1980, 169, 1999]
ad-address: ΔΩΔΕΚΑΝΗΣΟΥ 13	[991, 2150, 1113, 2163]
ad-footer-line: ΕΚΑΤΟ ΧΡΟΝΙΑ ΣΤΗΝ ΥΠΗΡΕΣΙΑ	[1222, 2320, 1484, 2338]
article-text: ΑΘΗΝΑΙ, 25. — Εἰς τὴν ὁδὸν Ἀχαρνῶν κατέρρευσε τοῖχος οἰκίας κατὰ τὴν ἐκσκαφὴν θεμελίων. Δὲν ὑπῆρξαν θύματα.	[967, 547, 1138, 588]
article-text: ΑΘΗΝΑΙ, 25. — Πρὸς διευκόλυνσιν τῶν ναυτικῶν, τὸ Ὑπουργεῖον Ἐμπορικῆς Ναυτιλίας ἀπεφάσισε τὴν ἵδρυσιν ἀπογραφικῶν γραφείων εἰς τὰ λιμεναρχεῖα τῆς χώρας. Τὰ γραφεῖα θὰ λειτουργοῦν καθ' ὅλας τὰς ἐργασίμους ἡμέρας καὶ θὰ ἐκδίδουν τὰ ναυτικὰ φυλλάδια εἰς τοὺς δικαιούχους ἐντὸς βραχυτάτης προθεσμίας.	[8, 401, 382, 444]
headline: ΝΕΑΙ ΜΕΤΑΘΕΣΕΙΣ ΕΙΣ ΣΤΑΘΜΟΥΣ ΧΩΡΟΦΥΛΑΚΗΣ	[405, 478, 570, 521]
ad-brand-block	[1151, 1856, 1555, 2028]
ad-line: ΠΕΤΡΑΙΛΑ - ΘΕΡΜΑΝΣΕΩΣ	[428, 1551, 542, 1560]
article-text: ΑΘΗΝΑΙ, 25. — Ὑπὸ τῆς ἁρμοδίας ἐπιτροπῆς τοῦ ὑπουργείου Ἐσωτερικῶν μελετᾶται ἡ τροποποίησις τῆς ἰσχυούσης νομοθεσίας περὶ ἰθαγενείας.	[396, 431, 579, 471]
rate-row-cell: 240,00—236,00	[515, 324, 577, 334]
ad-brand: ΦΩΤΟ ΠΑΟΛΟ	[970, 1546, 1135, 1570]
rate-row-cell: —316,00	[543, 285, 577, 295]
headline: ΤΟΙΧΟΣ ΚΑΤΕΡΡΕΥΣΕΝ ΕΙΣ ΕΚΣΚΑΦΗΝ ΘΕΜΕΛΙΩΝ	[969, 503, 1136, 545]
rate-row-cell: Ἀγγλικὴ	[398, 275, 431, 285]
lottery-row	[969, 875, 1136, 885]
article-text: ΣΥΝΕΧΕΙΑ ΕΚ ΤΗΣ 1ης ΣΕΛΙΔΟΣ — Τὸ βραβεῖον Νόμπελ Εἰρήνης ἀπενεμήθη εἰς τὴν ΟΥΝΙΣΕΦ. Πολλαὶ χῶραι ζητοῦν βοήθειαν διὰ τὴν καλυτέραν προστασίαν τῆς παιδικῆς ὑγείας. Ἡ ΟΥΝΙΣΕΦ βοηθεῖ σήμερον περισσότερα ἀπὸ 100 ἑκατομμύρια παιδιὰ εἰς 118 χώρας. Αἱ αἰτήσεις διὰ βοήθειαν αὐξάνονται συνεχῶς. ΟΙ ΒΡΑΒΕΥΘΕΝΤΕΣ ΟΣΛΟ, 25. (Ἀσ. Πρές). — Τὸ βραβεῖον Νόμπελ Εἰρήνης ἀπονέμεται ἀπὸ τὸ 1901. Οἱ τελευταῖοι βραβευθέντες: 1957 Λέστερ Πήρσον (Καναδᾶς), 1958 Ντομινίκ Πίρ (Βέλγιον), 1959 Φίλιπ Νόελ-Μπαίηκερ (Μεγάλη Βρεταννία). 1960: Ἄλμπερτ Τζὼν Λουθούλι (Νότιος Ἀφρική). 1961: Ντὰγκ Χάμαρσκελντ (Σουηδία). 1962: Λάινους Πώλινγκ (Η.Π.Α.). 1963: Διεθνὴς Ἐρυθρὸς Σταυρός.	[1150, 446, 1553, 543]
